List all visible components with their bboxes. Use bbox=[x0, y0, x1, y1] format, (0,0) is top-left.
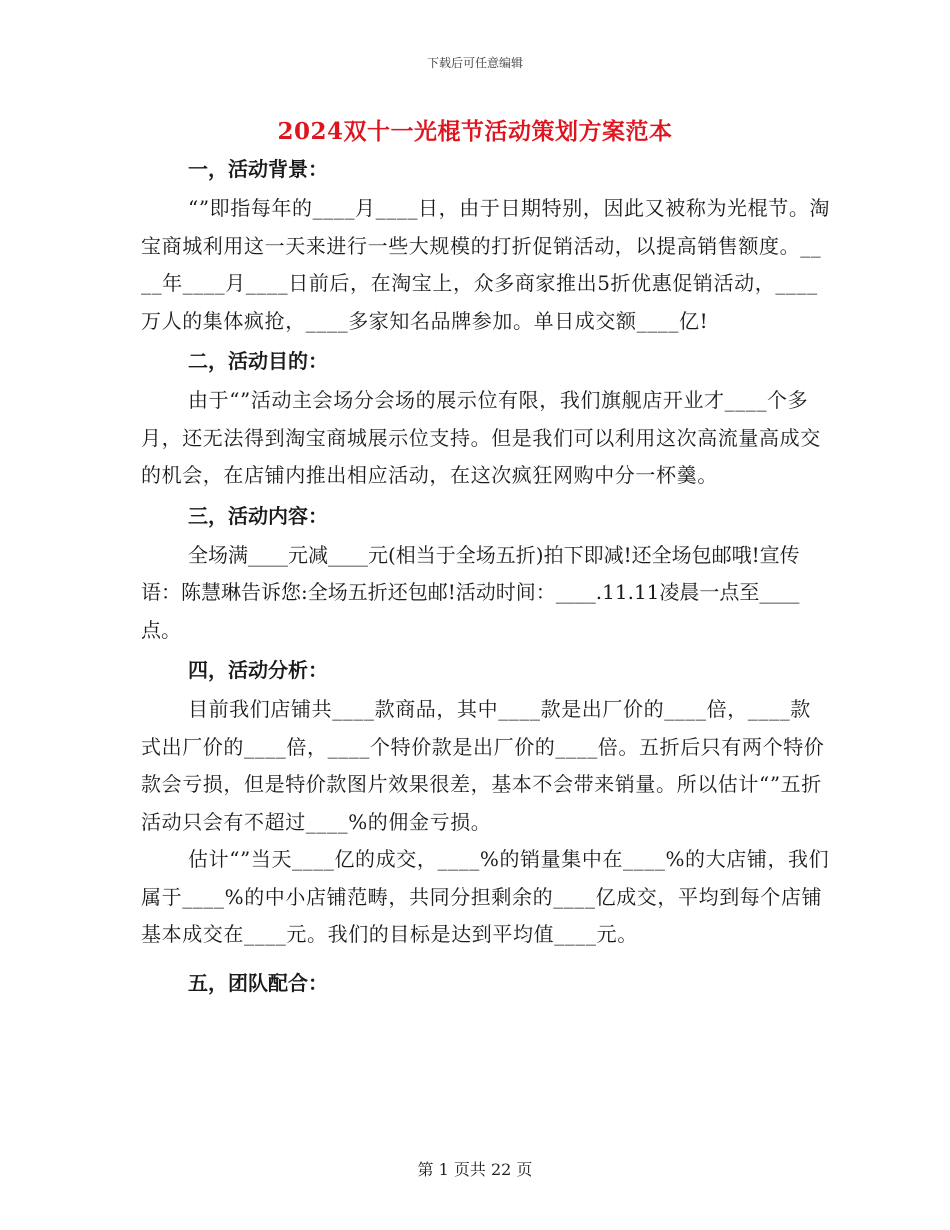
paragraph-analysis-1: 目前我们店铺共____款商品，其中____款是出厂价的____倍，____款式出厂价的____倍，____个特价款是出厂价的____倍。五折后只有两个特价款会亏损，但是特价款图片效果很差，基本不会带来销量。所以估计“”五折活动只会有不超过____%的佣金亏损。 bbox=[141, 697, 825, 834]
page-number-footer: 第 1 页共 22 页 bbox=[417, 1160, 533, 1179]
section-heading-analysis: 四，活动分析： bbox=[188, 658, 328, 682]
paragraph-background: “”即指每年的____月____日，由于日期特别，因此又被称为光棍节。淘宝商城利用这一天来进行一些大规模的打折促销活动，以提高销售额度。____年____月____日前后，在淘宝上，众多商家推出5折优惠促销活动，____万人的集体疯抢，____多家知名品牌参加。单日成交额____亿! bbox=[141, 196, 831, 333]
document-title: 2024双十一光棍节活动策划方案范本 bbox=[277, 118, 673, 145]
section-spacer bbox=[141, 954, 831, 962]
paragraph-content: 全场满____元减____元(相当于全场五折)拍下即减!还全场包邮哦!宣传语：陈慧琳告诉您:全场五折还包邮!活动时间：____.11.11凌晨一点至____点。 bbox=[141, 542, 800, 642]
section-heading-content: 三，活动内容： bbox=[188, 503, 328, 528]
document-body bbox=[141, 148, 831, 1004]
section-heading-team: 五，团队配合： bbox=[188, 970, 328, 995]
header-note: 下载后可任意编辑 bbox=[426, 56, 523, 70]
section-heading-background: 一，活动背景： bbox=[188, 157, 328, 181]
section-heading-purpose: 二，活动目的： bbox=[188, 349, 328, 373]
paragraph-purpose: 由于“”活动主会场分会场的展示位有限，我们旗舰店开业才____个多月，还无法得到淘宝商城展示位支持。但是我们可以利用这次高流量高成交的机会，在店铺内推出相应活动，在这次疯狂网购中分一杯羹。 bbox=[141, 388, 821, 487]
paragraph-analysis-2: 估计“”当天____亿的成交，____%的销量集中在____%的大店铺，我们属于____%的中小店铺范畴，共同分担剩余的____亿成交，平均到每个店铺基本成交在____元。我们的目标是达到平均值____元。 bbox=[141, 847, 830, 946]
